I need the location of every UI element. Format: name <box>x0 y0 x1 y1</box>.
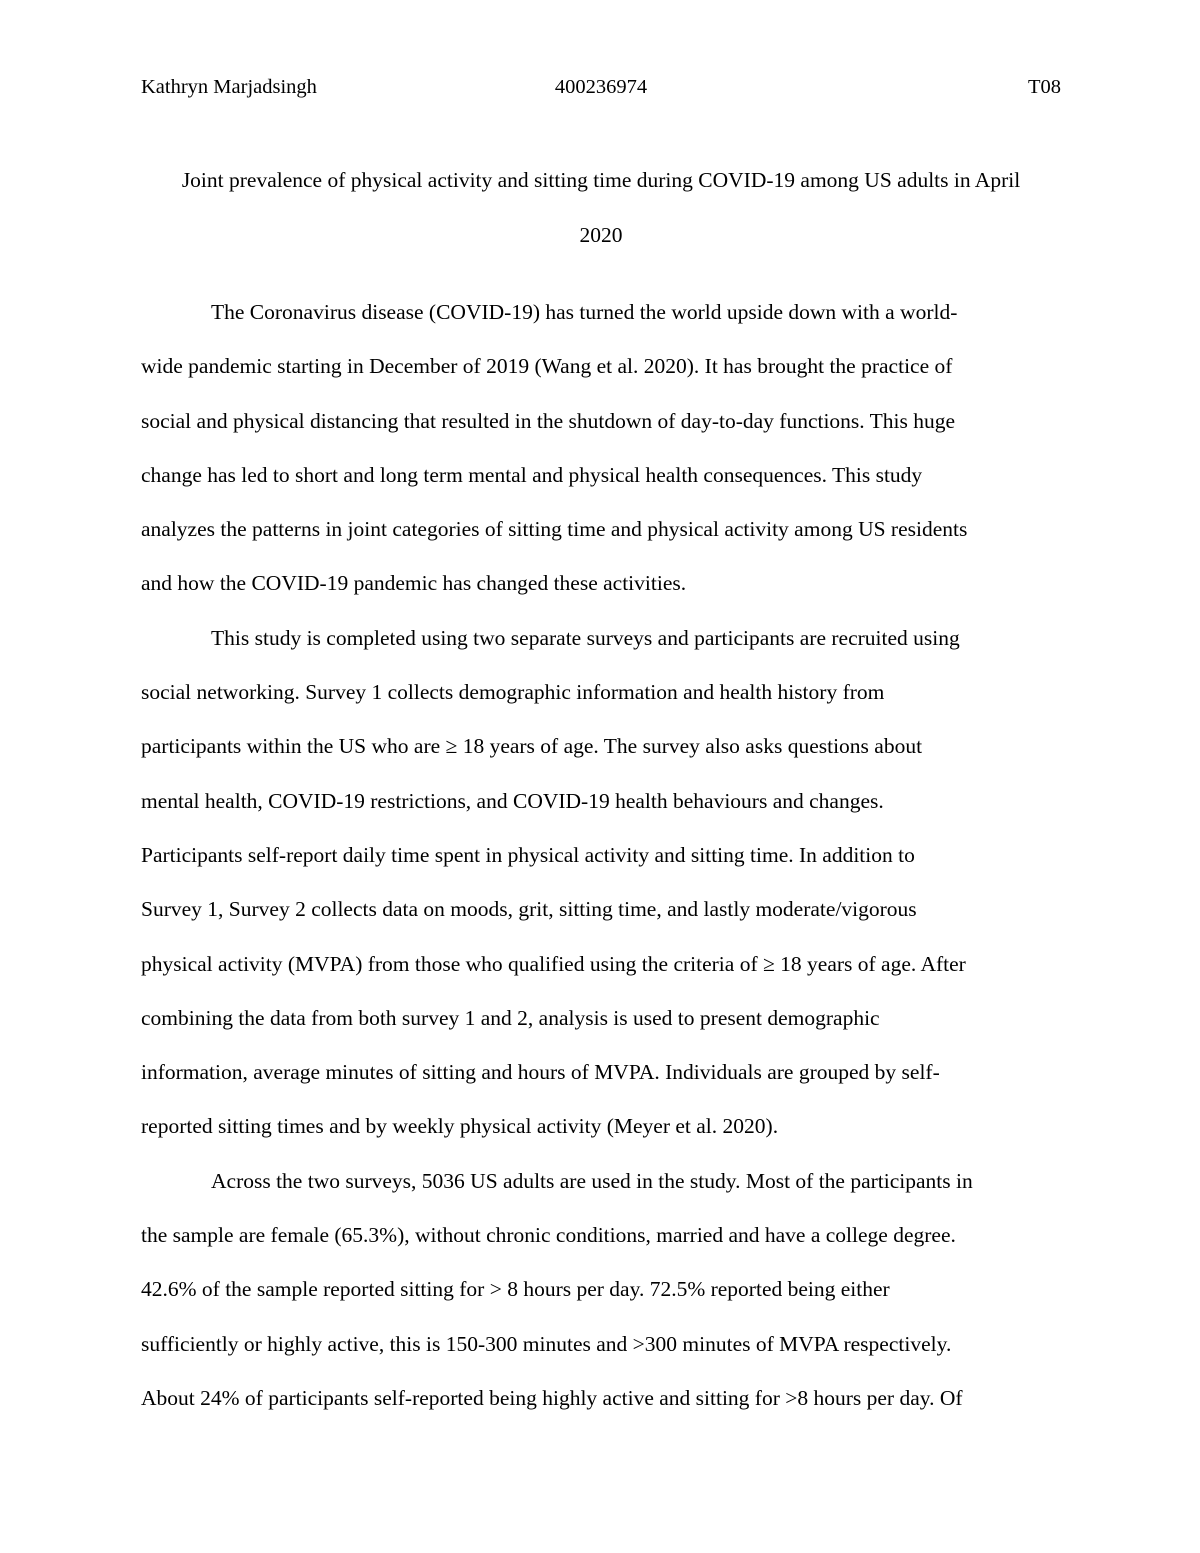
text-line: social and physical distancing that resulted in the shutdown of day-to-day functions. This huge <box>141 408 956 433</box>
text-line: mental health, COVID-19 restrictions, and COVID-19 health behaviours and changes. <box>141 788 884 813</box>
text-line: social networking. Survey 1 collects demographic information and health history from <box>141 680 885 705</box>
text-line: participants within the US who are ≥ 18 years of age. The survey also asks questions about <box>141 734 923 759</box>
header-author: Kathryn Marjadsingh <box>141 76 317 98</box>
paragraph-1 <box>141 285 1061 611</box>
text-line: sufficiently or highly active, this is 150-300 minutes and >300 minutes of MVPA respectively. <box>141 1331 952 1356</box>
title-line: 2020 <box>579 222 623 247</box>
text-line: reported sitting times and by weekly physical activity (Meyer et al. 2020). <box>141 1114 779 1139</box>
paragraph-3 <box>141 1154 1061 1425</box>
document-title <box>141 153 1061 262</box>
paragraph-2 <box>141 611 1061 1154</box>
running-header <box>141 72 1061 102</box>
title-line: Joint prevalence of physical activity and sitting time during COVID-19 among US adults in April <box>181 168 1021 192</box>
text-line: Survey 1, Survey 2 collects data on moods, grit, sitting time, and lastly moderate/vigorous <box>141 897 917 922</box>
text-line: wide pandemic starting in December of 2019 (Wang et al. 2020). It has brought the practice of <box>141 354 953 379</box>
text-line: combining the data from both survey 1 and 2, analysis is used to present demographic <box>141 1005 880 1030</box>
text-line: Participants self-report daily time spent in physical activity and sitting time. In addition to <box>141 842 915 867</box>
text-line: analyzes the patterns in joint categories of sitting time and physical activity among US residents <box>141 517 968 542</box>
text-line: This study is completed using two separate surveys and participants are recruited using <box>211 625 960 650</box>
text-line: 42.6% of the sample reported sitting for > 8 hours per day. 72.5% reported being either <box>141 1277 890 1302</box>
header-section: T08 <box>1027 76 1061 98</box>
header-student-id: 400236974 <box>554 76 648 98</box>
text-line: information, average minutes of sitting and hours of MVPA. Individuals are grouped by self- <box>141 1060 940 1085</box>
text-line: Across the two surveys, 5036 US adults are used in the study. Most of the participants in <box>211 1168 973 1193</box>
text-line: About 24% of participants self-reported being highly active and sitting for >8 hours per day. Of <box>141 1385 963 1410</box>
text-line: change has led to short and long term mental and physical health consequences. This study <box>141 462 923 487</box>
text-line: the sample are female (65.3%), without chronic conditions, married and have a college degree. <box>141 1223 956 1248</box>
text-line: physical activity (MVPA) from those who qualified using the criteria of ≥ 18 years of age. After <box>141 951 966 976</box>
text-line: and how the COVID-19 pandemic has changed these activities. <box>141 571 687 596</box>
document-body <box>141 285 1061 1425</box>
text-line: The Coronavirus disease (COVID-19) has turned the world upside down with a world- <box>211 300 958 324</box>
